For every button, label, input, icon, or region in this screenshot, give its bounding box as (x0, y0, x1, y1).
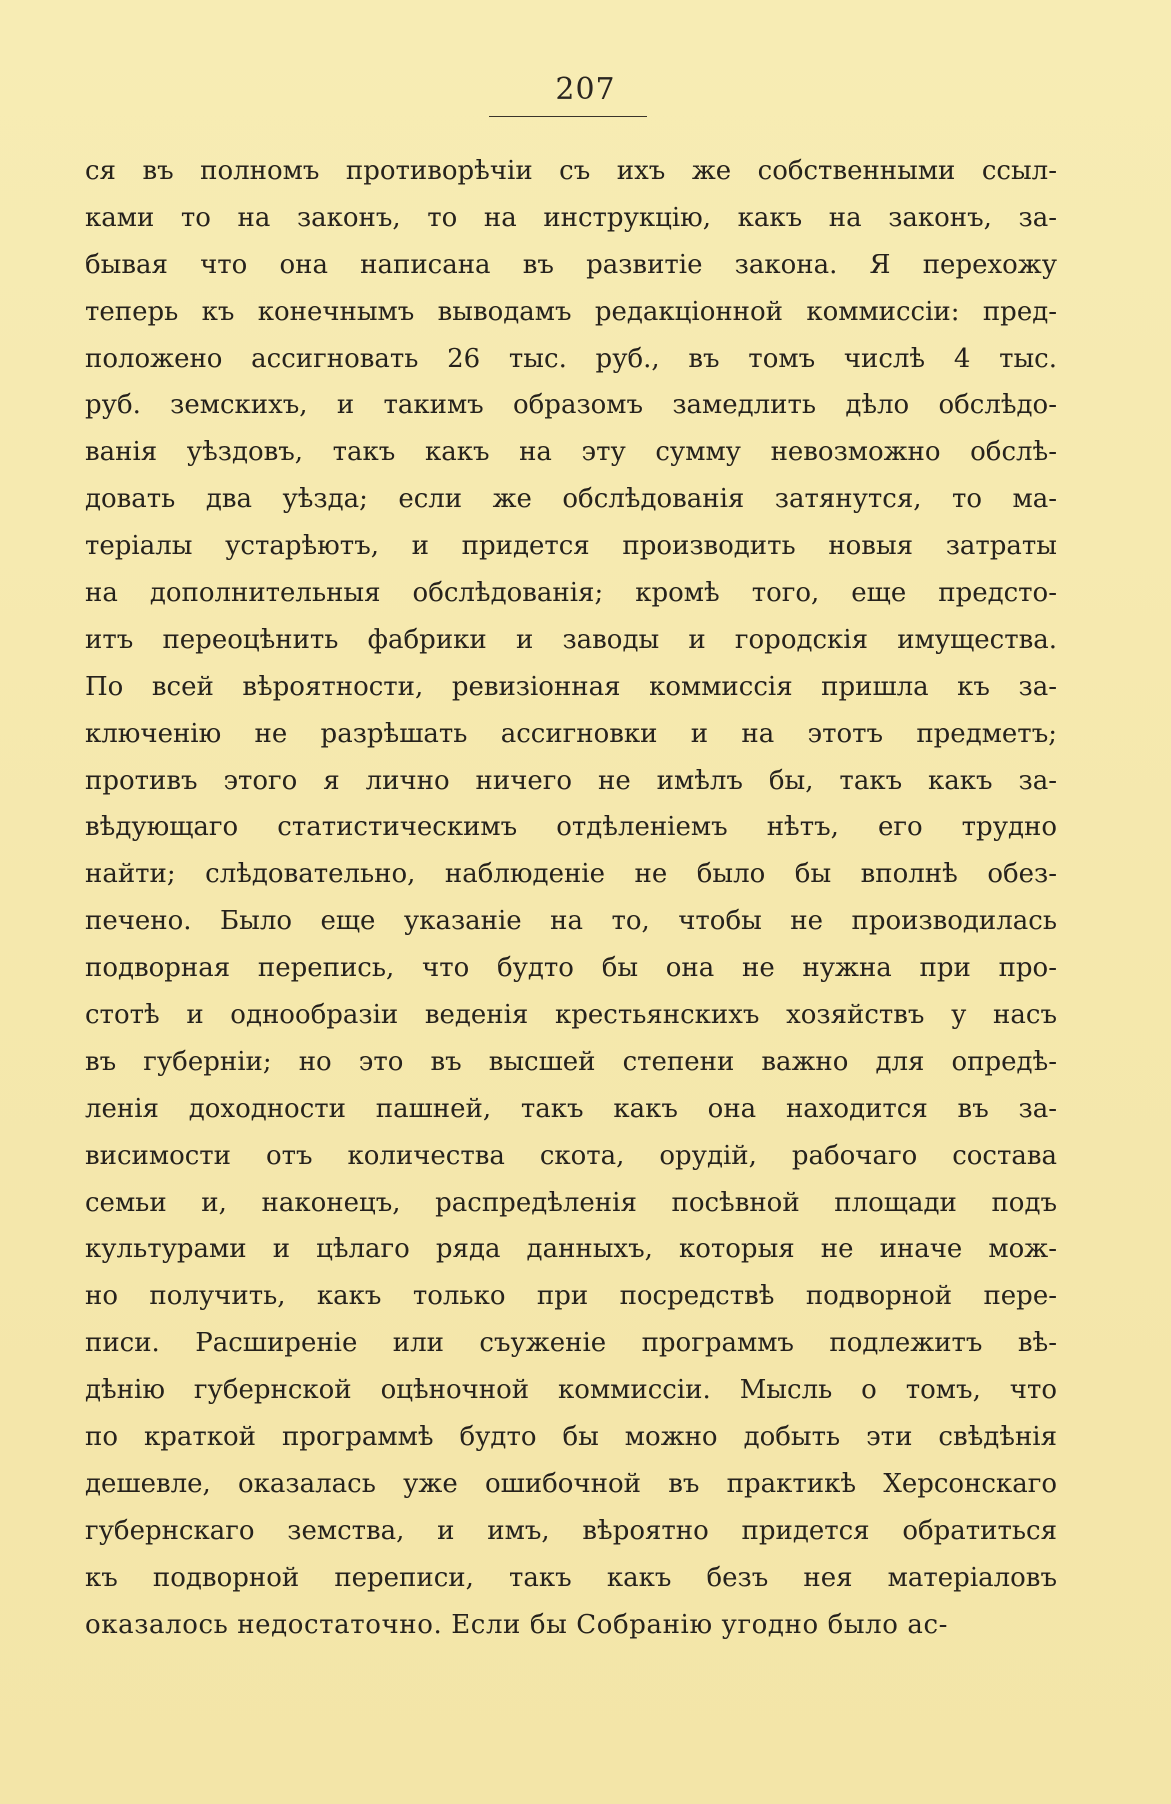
text-line: подворная перепись, что будто бы она не нужна при про- (85, 953, 1057, 984)
text-line: вѣдующаго статистическимъ отдѣленіемъ нѣтъ, его трудно (85, 812, 1057, 843)
text-line: печено. Было еще указаніе на то, чтобы не производилась (85, 906, 1057, 937)
text-line: въ губерніи; но это въ высшей степени важно для опредѣ- (85, 1046, 1057, 1077)
page-number: 207 (555, 72, 616, 107)
text-line: губернскаго земства, и имъ, вѣроятно придется обратиться (85, 1515, 1057, 1546)
text-line: По всей вѣроятности, ревизіонная коммиссія пришла къ за- (85, 671, 1057, 702)
text-line: руб. земскихъ, и такимъ образомъ замедлить дѣло обслѣдо- (85, 390, 1057, 421)
text-line: ками то на законъ, то на инструкцію, какъ на законъ, за- (85, 202, 1057, 233)
body-text (85, 148, 1057, 1649)
text-line: теріалы устарѣютъ, и придется производить новыя затраты (85, 531, 1057, 562)
text-line: ванія уѣздовъ, такъ какъ на эту сумму невозможно обслѣ- (85, 437, 1057, 468)
text-line: по краткой программѣ будто бы можно добыть эти свѣдѣнія (85, 1422, 1057, 1453)
text-line: довать два уѣзда; если же обслѣдованія затянутся, то ма- (85, 484, 1057, 515)
text-line: висимости отъ количества скота, орудій, рабочаго состава (85, 1140, 1057, 1171)
text-line: ленія доходности пашней, такъ какъ она находится въ за- (85, 1093, 1057, 1124)
text-line: найти; слѣдовательно, наблюденіе не было бы вполнѣ обез- (85, 859, 1057, 890)
text-line: культурами и цѣлаго ряда данныхъ, которыя не иначе мож- (85, 1234, 1057, 1265)
text-line: дешевле, оказалась уже ошибочной въ практикѣ Херсонскаго (85, 1468, 1057, 1499)
text-line: ключенію не разрѣшать ассигновки и на этотъ предметъ; (85, 718, 1057, 749)
text-line: къ подворной переписи, такъ какъ безъ нея матеріаловъ (85, 1562, 1057, 1593)
text-line: дѣнію губернской оцѣночной коммиссіи. Мысль о томъ, что (85, 1375, 1057, 1406)
text-line: семьи и, наконецъ, распредѣленія посѣвной площади подъ (85, 1187, 1057, 1218)
text-line: бывая что она написана въ развитіе закона. Я перехожу (85, 249, 1057, 280)
text-line: на дополнительныя обслѣдованія; кромѣ того, еще предсто- (85, 578, 1057, 609)
text-line: оказалось недостаточно. Если бы Собранію угодно было ас- (85, 1609, 949, 1640)
text-line: писи. Расширеніе или съуженіе программъ подлежитъ вѣ- (85, 1328, 1057, 1359)
text-line: но получить, какъ только при посредствѣ подворной пере- (85, 1281, 1057, 1312)
text-line: стотѣ и однообразіи веденія крестьянскихъ хозяйствъ у насъ (85, 1000, 1057, 1031)
text-line: ся въ полномъ противорѣчіи съ ихъ же собственными ссыл- (85, 156, 1057, 186)
text-line: положено ассигновать 26 тыс. руб., въ томъ числѣ 4 тыс. (85, 343, 1057, 374)
text-line: противъ этого я лично ничего не имѣлъ бы, такъ какъ за- (85, 765, 1057, 796)
text-line: итъ переоцѣнить фабрики и заводы и городскія имущества. (85, 624, 1057, 655)
header-rule (489, 116, 647, 117)
text-line: теперь къ конечнымъ выводамъ редакціонной коммиссіи: пред- (85, 296, 1057, 327)
